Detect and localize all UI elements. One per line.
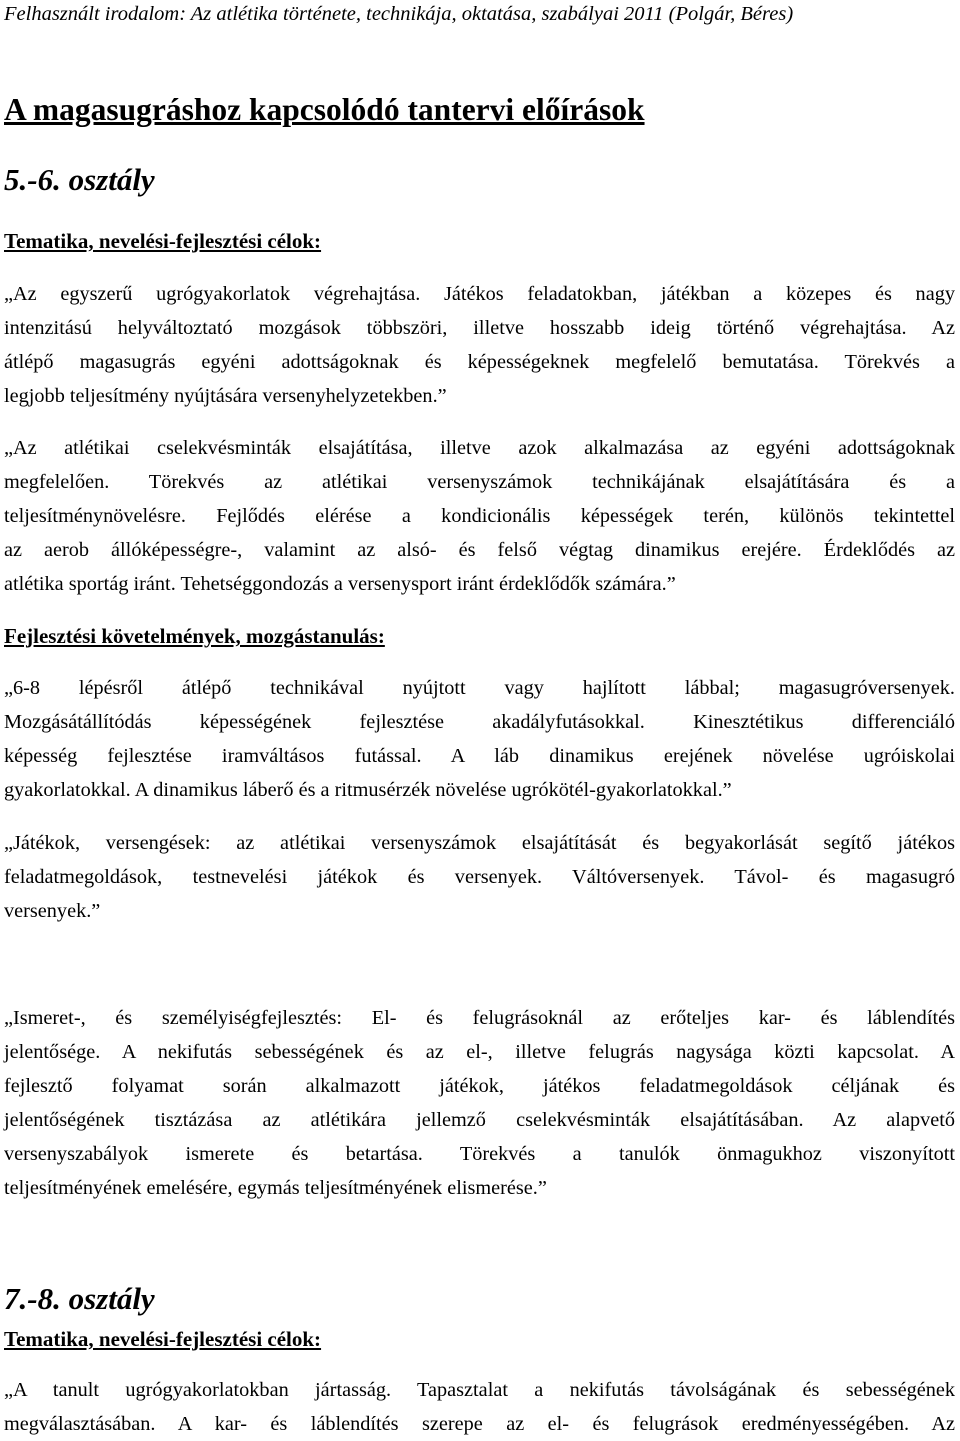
text-line: fejlesztő folyamat során alkalmazott játékok, játékos feladatmegoldások céljának és [4,1075,955,1097]
text-line: legjobb teljesítmény nyújtására versenyhelyzetekben.” [4,385,447,407]
text-line: megfelelően. Törekvés az atlétikai versenyszámok technikájának elsajátítására és a [4,471,955,493]
paragraph-tematika-1 [4,277,955,413]
text-line: versenyek.” [4,900,101,922]
text-line: megválasztásában. A kar- és láblendítés szerepe az el- és felugrások eredményességében. Az [4,1413,955,1435]
text-line: jelentőségének tisztázása az atlétikára jellemző cselekvésminták elsajátításában. Az alapvető [4,1109,955,1131]
text-line: „Ismeret-, és személyiségfejlesztés: El- és felugrásoknál az erőteljes kar- és láblendítés [4,1007,955,1029]
text-line: „Az atlétikai cselekvésminták elsajátítása, illetve azok alkalmazása az egyéni adottságoknak [4,437,955,459]
paragraph-tematika-2 [4,431,955,601]
paragraph-fejlesztesi [4,671,955,807]
paragraph-tematika-7-8 [4,1373,955,1441]
text-line: „Az egyszerű ugrógyakorlatok végrehajtása. Játékos feladatokban, játékban a közepes és nagy [4,283,955,305]
running-header: Felhasznált irodalom: Az atlétika története, technikája, oktatása, szabályai 2011 (Polgár, Béres) [4,3,794,25]
text-line: jelentősége. A nekifutás sebességének és az el-, illetve felugrás nagysága közti kapcsolat. A [4,1041,955,1063]
text-line: atlétika sportág iránt. Tehetséggondozás a versenysport iránt érdeklődők számára.” [4,573,676,595]
section-heading-tematika: Tematika, nevelési-fejlesztési célok: [4,229,322,253]
text-line: versenyszabályok ismerete és betartása. Törekvés a tanulók önmagukhoz viszonyított [4,1143,955,1165]
grade-title-5-6: 5.-6. osztály [4,162,155,197]
paragraph-ismeret [4,1001,955,1205]
text-line: „A tanult ugrógyakorlatokban jártasság. Tapasztalat a nekifutás távolságának és sebességének [4,1379,955,1401]
text-line: teljesítménynövelésre. Fejlődés elérése a kondicionális képességek terén, különös tekintettel [4,505,955,527]
text-line: „6-8 lépésről átlépő technikával nyújtott vagy hajlított lábbal; magasugróversenyek. [4,677,955,699]
page-title: A magasugráshoz kapcsolódó tantervi előírások [4,92,645,127]
text-line: „Játékok, versengések: az atlétikai versenyszámok elsajátítását és begyakorlását segítő játékos [4,832,955,854]
text-line: teljesítményének emelésére, egymás teljesítményének elismerése.” [4,1177,547,1199]
text-line: képesség fejlesztése iramváltásos futással. A láb dinamikus erejének növelése ugróiskolai [4,745,955,767]
text-line: az aerob állóképességre-, valamint az alsó- és felső végtag dinamikus erejére. Érdeklődés az [4,539,955,561]
text-line: Mozgásátállítódás képességének fejlesztése akadályfutásokkal. Kinesztétikus differenciáló [4,711,955,733]
text-line: feladatmegoldások, testnevelési játékok és versenyek. Váltóversenyek. Távol- és magasugró [4,866,955,888]
text-line: intenzitású helyváltoztató mozgások többszöri, illetve hosszabb ideig történő végrehajtása. Az [4,317,955,339]
paragraph-jatekok [4,826,955,928]
text-line: gyakorlatokkal. A dinamikus láberő és a ritmusérzék növelése ugrókötél-gyakorlatokkal.” [4,779,732,801]
text-line: átlépő magasugrás egyéni adottságoknak és képességeknek megfelelő bemutatása. Törekvés a [4,351,955,373]
section-heading-tematika-7-8: Tematika, nevelési-fejlesztési célok: [4,1327,322,1351]
grade-title-7-8: 7.-8. osztály [4,1281,155,1316]
section-heading-fejlesztesi: Fejlesztési követelmények, mozgástanulás: [4,624,385,648]
